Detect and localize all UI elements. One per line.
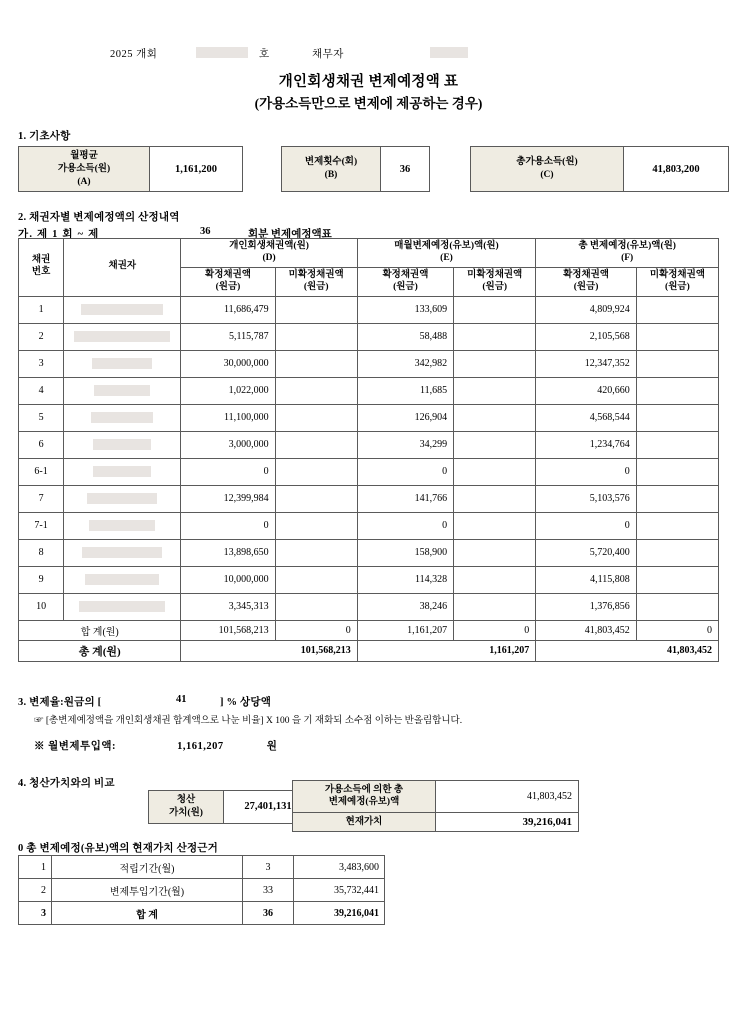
row-e-fixed: 38,246	[357, 593, 453, 620]
basis-no: 3	[19, 902, 52, 925]
row-f-fixed: 4,809,924	[536, 296, 637, 323]
section2-sub-count: 36	[200, 226, 211, 237]
row-f-unfixed	[636, 350, 718, 377]
col-d-fixed	[181, 267, 275, 296]
row-e-fixed: 133,609	[357, 296, 453, 323]
row-d-unfixed	[275, 431, 357, 458]
col-f-fixed-l2: (원금)	[573, 281, 599, 292]
row-no: 7	[19, 485, 64, 512]
row-e-fixed: 11,685	[357, 377, 453, 404]
pv-present-value: 39,216,041	[436, 812, 579, 831]
row-f-unfixed	[636, 431, 718, 458]
basis-row	[19, 879, 385, 902]
basis-months: 33	[243, 879, 294, 902]
liquidation-label-l1: 청산	[176, 795, 196, 805]
row-d-fixed: 3,345,313	[181, 593, 275, 620]
subtotal-f-fixed: 41,803,452	[536, 620, 637, 640]
col-group-e	[357, 239, 536, 268]
liquidation-table	[148, 790, 313, 824]
basics-table	[18, 146, 729, 192]
row-no: 2	[19, 323, 64, 350]
row-e-fixed: 158,900	[357, 539, 453, 566]
col-f-unfixed	[636, 267, 718, 296]
total-income-label	[471, 147, 624, 192]
section1-heading: 1. 기초사항	[18, 131, 71, 142]
repayment-count-value: 36	[381, 147, 430, 192]
redacted-creditor-name	[91, 412, 153, 423]
row-d-unfixed	[275, 377, 357, 404]
row-d-fixed: 0	[181, 458, 275, 485]
row-e-unfixed	[454, 593, 536, 620]
row-creditor	[64, 377, 181, 404]
table-row	[19, 539, 719, 566]
subtotal-e-fixed: 1,161,207	[357, 620, 453, 640]
total-e: 1,161,207	[357, 640, 536, 661]
redacted-debtor-name	[430, 47, 468, 58]
table-row	[19, 323, 719, 350]
row-creditor	[64, 458, 181, 485]
row-no: 6-1	[19, 458, 64, 485]
redacted-creditor-name	[81, 304, 163, 315]
subtotal-e-unfixed: 0	[454, 620, 536, 640]
row-f-unfixed	[636, 323, 718, 350]
row-d-fixed: 0	[181, 512, 275, 539]
row-f-fixed: 0	[536, 512, 637, 539]
pv-row-total	[293, 781, 579, 813]
row-d-unfixed	[275, 593, 357, 620]
present-value-box	[292, 780, 579, 832]
redacted-creditor-name	[87, 493, 157, 504]
spacer-2	[430, 147, 471, 192]
section2-sub-tail: 회분 변제예정액표	[248, 229, 332, 240]
row-e-fixed: 114,328	[357, 566, 453, 593]
row-f-unfixed	[636, 377, 718, 404]
basis-no: 1	[19, 856, 52, 879]
basis-no: 2	[19, 879, 52, 902]
present-value-basis-table	[18, 855, 385, 925]
row-creditor	[64, 539, 181, 566]
row-f-fixed: 12,347,352	[536, 350, 637, 377]
row-no: 8	[19, 539, 64, 566]
col-credit-no-l2: 번호	[31, 267, 51, 278]
section3-note: ☞ [총변제예정액을 개인회생채권 합계액으로 나눈 비율] X 100 을 기 재화되 소수점 이하는 반올림합니다.	[34, 716, 463, 726]
row-e-unfixed	[454, 431, 536, 458]
row-d-fixed: 11,686,479	[181, 296, 275, 323]
basis-months: 36	[243, 902, 294, 925]
row-d-unfixed	[275, 458, 357, 485]
redacted-creditor-name	[74, 331, 170, 342]
basis-total-row	[19, 902, 385, 925]
row-creditor	[64, 323, 181, 350]
col-group-f-l1: 총 변제예정(유보)액(원)	[578, 241, 676, 251]
basis-row	[19, 856, 385, 879]
row-d-unfixed	[275, 512, 357, 539]
row-f-fixed: 0	[536, 458, 637, 485]
total-f: 41,803,452	[536, 640, 719, 661]
row-creditor	[64, 593, 181, 620]
section3-rate-value: 41	[176, 694, 187, 705]
row-f-unfixed	[636, 458, 718, 485]
basis-name: 적립기간(월)	[52, 856, 243, 879]
row-f-fixed: 1,376,856	[536, 593, 637, 620]
row-e-unfixed	[454, 296, 536, 323]
col-d-fixed-l1: 확정채권액	[205, 269, 251, 280]
col-f-unfixed-l1: 미확정채권액	[649, 269, 705, 280]
section3-heading-tail: ] % 상당액	[220, 697, 272, 708]
col-e-fixed	[357, 267, 453, 296]
section2-heading: 2. 채권자별 변제예정액의 산정내역	[18, 212, 180, 223]
col-credit-no-l1: 채권	[31, 255, 51, 266]
row-d-fixed: 1,022,000	[181, 377, 275, 404]
col-group-e-l1: 매월변제예정(유보)액(원)	[394, 241, 499, 251]
row-e-unfixed	[454, 404, 536, 431]
row-f-fixed: 1,234,764	[536, 431, 637, 458]
monthly-payment-value: 1,161,207	[177, 741, 224, 752]
row-f-fixed: 5,720,400	[536, 539, 637, 566]
col-e-unfixed-l2: (원금)	[482, 281, 508, 292]
col-group-e-l2: (E)	[440, 252, 453, 263]
subtotal-f-unfixed: 0	[636, 620, 718, 640]
row-f-unfixed	[636, 404, 718, 431]
row-d-fixed: 13,898,650	[181, 539, 275, 566]
row-e-fixed: 342,982	[357, 350, 453, 377]
row-f-unfixed	[636, 539, 718, 566]
col-d-fixed-l2: (원금)	[215, 281, 241, 292]
monthly-payment-line	[34, 738, 277, 753]
basis-name: 변제투입기간(월)	[52, 879, 243, 902]
row-d-unfixed	[275, 350, 357, 377]
repayment-schedule-table	[18, 238, 719, 662]
col-f-unfixed-l2: (원금)	[665, 281, 690, 292]
row-e-fixed: 0	[357, 512, 453, 539]
table-row	[19, 458, 719, 485]
repayment-count-label-l2: (B)	[324, 170, 338, 181]
row-e-fixed: 141,766	[357, 485, 453, 512]
pv-total-label-l2: 변제예정(유보)액	[328, 797, 400, 808]
avg-income-value: 1,161,200	[150, 147, 243, 192]
section4-heading: 4. 청산가치와의 비교	[18, 778, 115, 789]
pv-total-label-l1: 가용소득에 의한 총	[324, 785, 404, 795]
row-no: 10	[19, 593, 64, 620]
row-e-unfixed	[454, 377, 536, 404]
present-value-table	[292, 780, 579, 832]
row-f-fixed: 5,103,576	[536, 485, 637, 512]
subtotal-label: 합 계(원)	[19, 620, 181, 640]
table-row	[19, 593, 719, 620]
table-row	[19, 296, 719, 323]
col-creditor: 채권자	[64, 239, 181, 297]
col-e-fixed-l2: (원금)	[393, 281, 418, 292]
row-creditor	[64, 512, 181, 539]
page-subtitle: (가용소득만으로 변제에 제공하는 경우)	[254, 96, 483, 111]
row-d-fixed: 30,000,000	[181, 350, 275, 377]
section3-heading: 3. 변제율:원금의 [	[18, 697, 102, 708]
row-f-fixed: 4,115,808	[536, 566, 637, 593]
liquidation-value-box	[148, 790, 313, 824]
col-group-f	[536, 239, 719, 268]
pv-total-value: 41,803,452	[436, 781, 579, 813]
basis-amount: 3,483,600	[294, 856, 385, 879]
row-f-unfixed	[636, 512, 718, 539]
row-d-fixed: 10,000,000	[181, 566, 275, 593]
row-d-fixed: 11,100,000	[181, 404, 275, 431]
row-f-fixed: 420,660	[536, 377, 637, 404]
total-income-label-l1: 총가용소득(원)	[516, 157, 578, 168]
subtotal-d-fixed: 101,568,213	[181, 620, 275, 640]
subtotal-d-unfixed: 0	[275, 620, 357, 640]
pv-row-present	[293, 812, 579, 831]
total-income-label-l2: (C)	[540, 170, 554, 181]
row-d-unfixed	[275, 539, 357, 566]
avg-income-label-l3: (A)	[77, 176, 91, 187]
redacted-creditor-name	[92, 358, 152, 369]
row-e-unfixed	[454, 485, 536, 512]
section1-boxes	[18, 146, 729, 192]
row-e-unfixed	[454, 539, 536, 566]
avg-income-label-l2: 가용소득(원)	[57, 163, 111, 174]
row-no: 9	[19, 566, 64, 593]
row-d-unfixed	[275, 404, 357, 431]
redacted-creditor-name	[89, 520, 155, 531]
debtor-label: 채무자	[312, 49, 344, 60]
section5-heading: 0 총 변제예정(유보)액의 현재가치 산정근거	[18, 843, 218, 854]
total-income-value: 41,803,200	[624, 147, 729, 192]
col-group-d	[181, 239, 357, 268]
total-label: 총 계(원)	[19, 640, 181, 661]
redacted-creditor-name	[93, 466, 151, 477]
col-d-unfixed	[275, 267, 357, 296]
col-f-fixed-l1: 확정채권액	[563, 269, 609, 280]
row-creditor	[64, 296, 181, 323]
liquidation-label-l2: 가치(원)	[169, 807, 203, 818]
row-e-fixed: 34,299	[357, 431, 453, 458]
row-no: 6	[19, 431, 64, 458]
col-f-fixed	[536, 267, 637, 296]
row-no: 3	[19, 350, 64, 377]
row-e-fixed: 126,904	[357, 404, 453, 431]
row-e-unfixed	[454, 566, 536, 593]
row-e-unfixed	[454, 512, 536, 539]
case-year: 2025 개회	[110, 49, 158, 60]
col-group-d-l1: 개인회생채권액(원)	[229, 241, 309, 251]
col-e-unfixed	[454, 267, 536, 296]
row-e-fixed: 0	[357, 458, 453, 485]
row-creditor	[64, 566, 181, 593]
row-no: 1	[19, 296, 64, 323]
redacted-case-number	[196, 47, 248, 58]
row-f-fixed: 2,105,568	[536, 323, 637, 350]
row-no: 5	[19, 404, 64, 431]
repayment-count-label-l1: 변제횟수(회)	[304, 157, 358, 168]
table-row	[19, 431, 719, 458]
col-d-unfixed-l1: 미확정채권액	[288, 269, 344, 280]
col-e-unfixed-l1: 미확정채권액	[467, 269, 523, 280]
row-f-unfixed	[636, 485, 718, 512]
table-body	[19, 296, 719, 661]
page-title: 개인회생채권 변제예정액 표	[278, 74, 459, 90]
table-row	[19, 377, 719, 404]
row-e-unfixed	[454, 323, 536, 350]
pv-present-label: 현재가치	[293, 812, 436, 831]
row-d-unfixed	[275, 485, 357, 512]
row-d-unfixed	[275, 566, 357, 593]
row-d-fixed: 12,399,984	[181, 485, 275, 512]
row-d-fixed: 3,000,000	[181, 431, 275, 458]
avg-income-label	[19, 147, 150, 192]
col-e-fixed-l1: 확정채권액	[382, 269, 429, 280]
monthly-payment-label: ※ 월변제투입액:	[34, 741, 116, 752]
row-f-fixed: 4,568,544	[536, 404, 637, 431]
section2-subheading: 가. 제 1 회 ~ 제	[18, 229, 100, 240]
row-creditor	[64, 350, 181, 377]
document-header	[0, 46, 737, 64]
table-row	[19, 404, 719, 431]
row-no: 7-1	[19, 512, 64, 539]
monthly-payment-unit: 원	[266, 741, 278, 752]
table-row	[19, 512, 719, 539]
redacted-creditor-name	[82, 547, 162, 558]
redacted-creditor-name	[93, 439, 151, 450]
table-row	[19, 350, 719, 377]
basis-amount: 35,732,441	[294, 879, 385, 902]
subtotal-row	[19, 620, 719, 640]
basis-name: 합 계	[52, 902, 243, 925]
table-row	[19, 485, 719, 512]
col-credit-no	[19, 239, 64, 297]
row-d-unfixed	[275, 323, 357, 350]
row-e-fixed: 58,488	[357, 323, 453, 350]
row-d-unfixed	[275, 296, 357, 323]
table-header-row-1	[19, 239, 719, 268]
redacted-creditor-name	[94, 385, 150, 396]
redacted-creditor-name	[85, 574, 159, 585]
col-d-unfixed-l2: (원금)	[303, 281, 329, 292]
repayment-count-label	[282, 147, 381, 192]
row-e-unfixed	[454, 458, 536, 485]
basis-amount: 39,216,041	[294, 902, 385, 925]
redacted-creditor-name	[79, 601, 165, 612]
spacer-1	[243, 147, 282, 192]
row-creditor	[64, 431, 181, 458]
case-number-suffix: 호	[259, 49, 270, 60]
col-group-f-l2: (F)	[621, 252, 634, 263]
avg-income-label-l1: 월평균	[70, 151, 98, 161]
col-group-d-l2: (D)	[262, 252, 276, 263]
total-d: 101,568,213	[181, 640, 357, 661]
basis-months: 3	[243, 856, 294, 879]
row-f-unfixed	[636, 566, 718, 593]
liquidation-label	[149, 791, 224, 824]
row-f-unfixed	[636, 296, 718, 323]
liquidation-value: 27,401,131	[224, 791, 313, 824]
row-no: 4	[19, 377, 64, 404]
total-row	[19, 640, 719, 661]
row-e-unfixed	[454, 350, 536, 377]
row-d-fixed: 5,115,787	[181, 323, 275, 350]
table-row	[19, 566, 719, 593]
row-f-unfixed	[636, 593, 718, 620]
row-creditor	[64, 404, 181, 431]
pv-total-label	[293, 781, 436, 813]
row-creditor	[64, 485, 181, 512]
